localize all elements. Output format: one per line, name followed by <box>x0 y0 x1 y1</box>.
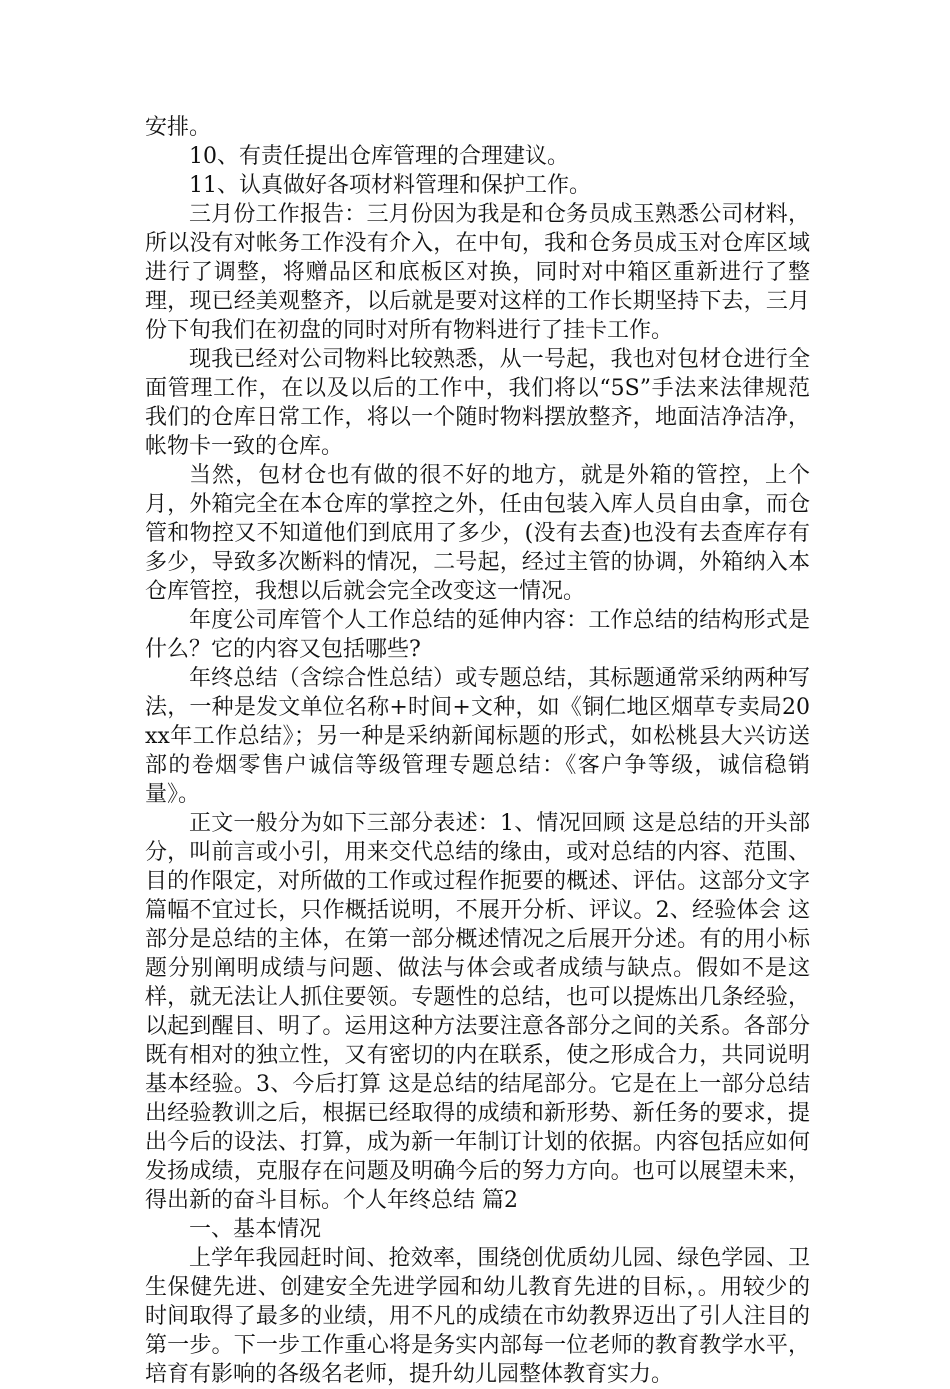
paragraph: 11、认真做好各项材料管理和保护工作。 <box>189 173 591 198</box>
paragraph: 当然，包材仓也有做的很不好的地方，就是外箱的管控，上个月，外箱完全在本仓库的掌控之外，任由包装入库人员自由拿，而仓管和物控又不知道他们到底用了多少，(没有去查)也没有去查库存有多少，导致多次断料的情况，二号起，经过主管的协调，外箱纳入本仓库管控，我想以后就会完全改变这一情况。 <box>145 463 810 604</box>
paragraph: 现我已经对公司物料比较熟悉，从一号起，我也对包材仓进行全面管理工作，在以及以后的工作中，我们将以“5S”手法来法律规范我们的仓库日常工作，将以一个随时物料摆放整齐，地面洁净洁净，帐物卡一致的仓库。 <box>145 347 810 459</box>
paragraph: 正文一般分为如下三部分表述：1、情况回顾 这是总结的开头部分，叫前言或小引，用来交代总结的缘由，或对总结的内容、范围、目的作限定，对所做的工作或过程作扼要的概述、评估。这部分文字篇幅不宜过长，只作概括说明，不展开分析、评议。2、经验体会 这部分是总结的主体，在第一部分概述情况之后展开分述。有的用小标题分别阐明成绩与问题、做法与体会或者成绩与缺点。假如不是这样，就无法让人抓住要领。专题性的总结，也可以提炼出几条经验，以起到醒目、明了。运用这种方法要注意各部分之间的关系。各部分既有相对的独立性，又有密切的内在联系，使之形成合力，共同说明基本经验。3、今后打算 这是总结的结尾部分。它是在上一部分总结出经验教训之后，根据已经取得的成绩和新形势、新任务的要求，提出今后的设法、打算，成为新一年制订计划的依据。内容包括应如何发扬成绩，克服存在问题及明确今后的努力方向。也可以展望未来，得出新的奋斗目标。个人年终总结 篇2 <box>145 811 810 1213</box>
paragraph: 年度公司库管个人工作总结的延伸内容：工作总结的结构形式是什么？它的内容又包括哪些? <box>145 608 810 662</box>
paragraph: 年终总结（含综合性总结）或专题总结，其标题通常采纳两种写法，一种是发文单位名称+时间+文种，如《铜仁地区烟草专卖局20xx年工作总结》；另一种是采纳新闻标题的形式，如松桃县大兴访送部的卷烟零售户诚信等级管理专题总结：《客户争等级，诚信稳销量》。 <box>145 666 810 807</box>
paragraph: 安排。 <box>145 115 212 140</box>
paragraph: 三月份工作报告：三月份因为我是和仓务员成玉熟悉公司材料，所以没有对帐务工作没有介入，在中旬，我和仓务员成玉对仓库区域进行了调整，将赠品区和底板区对换，同时对中箱区重新进行了整理，现已经美观整齐，以后就是要对这样的工作长期坚持下去，三月份下旬我们在初盘的同时对所有物料进行了挂卡工作。 <box>145 202 810 343</box>
document-page <box>145 113 810 1389</box>
paragraph: 上学年我园赶时间、抢效率，围绕创优质幼儿园、绿色学园、卫生保健先进、创建安全先进学园和幼儿教育先进的目标，。用较少的时间取得了最多的业绩，用不凡的成绩在市幼教界迈出了引人注目的第一步。下一步工作重心将是务实内部每一位老师的教育教学水平，培育有影响的各级名老师，提升幼儿园整体教育实力。 <box>145 1246 810 1387</box>
section-heading: 一、基本情况 <box>189 1217 322 1242</box>
paragraph: 10、有责任提出仓库管理的合理建议。 <box>189 144 569 169</box>
